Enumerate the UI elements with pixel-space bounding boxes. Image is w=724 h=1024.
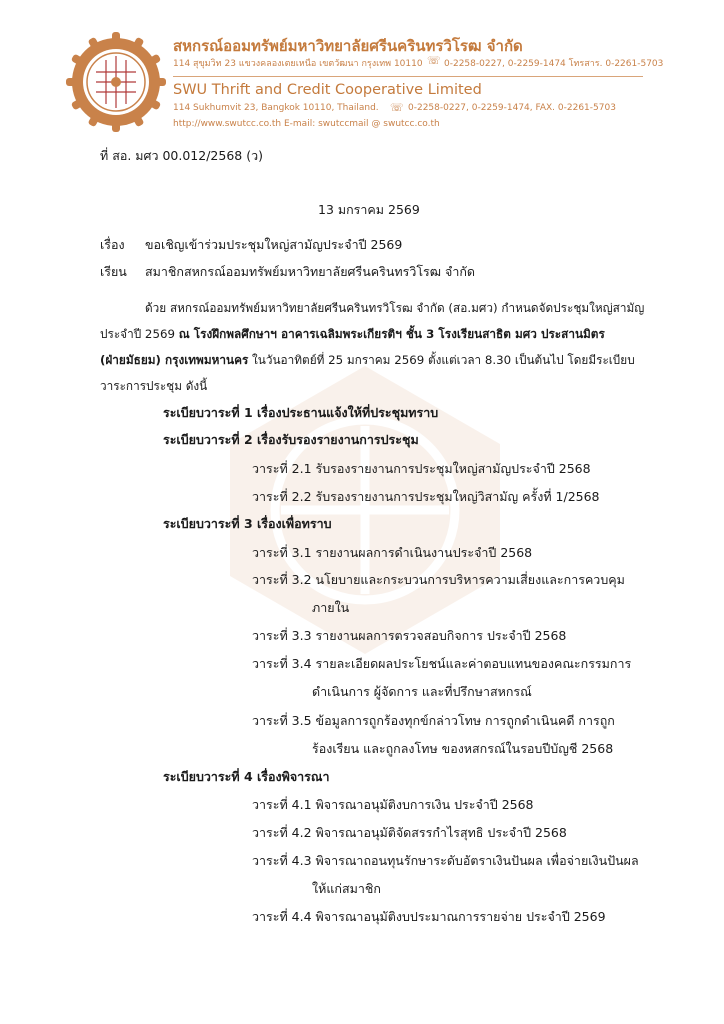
letterhead-thai-phone: 0-2258-0227, 0-2259-1474 โทรสาร. 0-2261-5703 [444,59,664,69]
agenda-item-3-4-cont: ดำเนินการ ผู้จัดการ และที่ปรึกษาสหกรณ์ [312,684,532,699]
agenda-item-3-2-cont: ภายใน [312,600,350,615]
phone-icon: ☏ [427,54,441,67]
subject-label: เรื่อง [100,237,125,252]
body-line-2-text: ประจำปี 2569 [100,327,179,341]
body-line-3 [100,352,635,368]
agenda-item-4: ระเบียบวาระที่ 4 เรื่องพิจารณา [163,769,330,784]
agenda-item-4-1: วาระที่ 4.1 พิจารณาอนุมัติงบการเงิน ประจำปี 2568 [252,797,534,812]
phone-icon: ☏ [390,101,404,114]
recipient-text: สมาชิกสหกรณ์ออมทรัพย์มหาวิทยาลัยศรีนครินทรวิโรฒ จำกัด [145,264,476,279]
cooperative-logo-icon [66,32,166,132]
agenda-item-3-5: วาระที่ 3.5 ข้อมูลการถูกร้องทุกข์กล่าวโทษ การถูกดำเนินคดี การถูก [252,713,615,728]
agenda-item-4-4: วาระที่ 4.4 พิจารณาอนุมัติงบประมาณการรายจ่าย ประจำปี 2569 [252,909,606,924]
body-line-1: ด้วย สหกรณ์ออมทรัพย์มหาวิทยาลัยศรีนครินทรวิโรฒ จำกัด (สอ.มศว) กำหนดจัดประชุมใหญ่สามัญ [145,301,645,315]
letterhead-english-phone: 0-2258-0227, 0-2259-1474, FAX. 0-2261-5703 [408,103,616,113]
agenda-item-3: ระเบียบวาระที่ 3 เรื่องเพื่อทราบ [163,516,332,531]
agenda-item-2-1: วาระที่ 2.1 รับรองรายงานการประชุมใหญ่สามัญประจำปี 2568 [252,461,591,476]
letterhead-thai-name: สหกรณ์ออมทรัพย์มหาวิทยาลัยศรีนครินทรวิโรฒ จำกัด [173,37,523,55]
meeting-venue: ณ โรงฝึกพลศึกษาฯ อาคารเฉลิมพระเกียรติฯ ชั้น 3 โรงเรียนสาธิต มศว ประสานมิตร [178,327,605,341]
letterhead-thai-address: 114 สุขุมวิท 23 แขวงคลองเตยเหนือ เขตวัฒนา กรุงเทพ 10110 [173,59,423,69]
meeting-venue-district: (ฝ่ายมัธยม) กรุงเทพมหานคร [100,353,249,367]
reference-number: ที่ สอ. มศว 00.012/2568 (ว) [100,148,263,163]
body-line-4: วาระการประชุม ดังนี้ [100,379,208,393]
agenda-item-4-3-cont: ให้แก่สมาชิก [312,881,381,896]
agenda-item-3-4: วาระที่ 3.4 รายละเอียดผลประโยชน์และค่าตอบแทนของคณะกรรมการ [252,656,632,671]
agenda-item-3-3: วาระที่ 3.3 รายงานผลการตรวจสอบกิจการ ประจำปี 2568 [252,628,567,643]
letterhead-english-address: 114 Sukhumvit 23, Bangkok 10110, Thailand. [173,103,379,113]
agenda-item-2-2: วาระที่ 2.2 รับรองรายงานการประชุมใหญ่วิสามัญ ครั้งที่ 1/2568 [252,489,600,504]
letterhead-divider [173,76,643,77]
agenda-item-3-1: วาระที่ 3.1 รายงานผลการดำเนินงานประจำปี 2568 [252,545,533,560]
meeting-datetime: ในวันอาทิตย์ที่ 25 มกราคม 2569 ตั้งแต่เวลา 8.30 เป็นต้นไป โดยมีระเบียบ [248,353,635,367]
subject-text: ขอเชิญเข้าร่วมประชุมใหญ่สามัญประจำปี 2569 [145,237,403,252]
body-line-2 [100,326,605,342]
agenda-item-4-2: วาระที่ 4.2 พิจารณาอนุมัติจัดสรรกำไรสุทธิ ประจำปี 2568 [252,825,567,840]
agenda-item-3-2: วาระที่ 3.2 นโยบายและกระบวนการบริหารความเสี่ยงและการควบคุม [252,572,625,587]
recipient-label: เรียน [100,264,127,279]
letterhead-website-email[interactable]: http://www.swutcc.co.th E-mail: swutccmail @ swutcc.co.th [173,119,440,129]
letter-date: 13 มกราคม 2569 [318,202,420,217]
agenda-item-4-3: วาระที่ 4.3 พิจารณาถอนทุนรักษาระดับอัตราเงินปันผล เพื่อจ่ายเงินปันผล [252,853,639,868]
agenda-item-2: ระเบียบวาระที่ 2 เรื่องรับรองรายงานการประชุม [163,432,419,447]
letterhead-english-name: SWU Thrift and Credit Cooperative Limited [173,82,482,98]
agenda-item-3-5-cont: ร้องเรียน และถูกลงโทษ ของหสกรณ์ในรอบปีบัญชี 2568 [312,741,614,756]
agenda-item-1: ระเบียบวาระที่ 1 เรื่องประธานแจ้งให้ที่ประชุมทราบ [163,405,439,420]
